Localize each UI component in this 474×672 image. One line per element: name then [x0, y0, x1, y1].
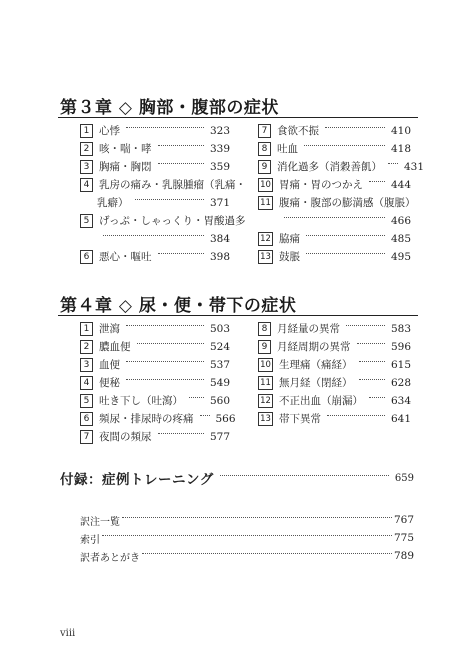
- entry-page: 596: [390, 340, 411, 353]
- entry-page: 503: [209, 322, 230, 335]
- entry-number: 3: [80, 358, 93, 372]
- entry-label: 胸痛・胸悶: [99, 161, 152, 173]
- entry-number: 3: [80, 160, 93, 174]
- entry-label: 不正出血（崩漏）: [279, 395, 363, 407]
- entry-page: 384: [209, 232, 230, 245]
- entry-label: 胃痛・胃のつかえ: [279, 179, 363, 191]
- leader-dots: [126, 127, 204, 128]
- entry-label: 食欲不振: [277, 125, 319, 137]
- leader-dots: [306, 253, 385, 254]
- entry-number: 13: [258, 412, 273, 426]
- back-matter-entry[interactable]: [80, 530, 414, 546]
- entry-number: 1: [80, 322, 93, 336]
- entry-page: 524: [209, 340, 230, 353]
- toc-entry[interactable]: [80, 410, 236, 427]
- toc-entry-continuation[interactable]: [278, 212, 411, 229]
- entry-label: 脇痛: [279, 233, 300, 245]
- leader-dots: [357, 343, 385, 344]
- entry-number: 5: [80, 394, 93, 408]
- toc-entry[interactable]: [258, 410, 411, 427]
- back-matter-page: 789: [393, 550, 414, 562]
- leader-dots: [306, 235, 385, 236]
- entry-page: 560: [209, 394, 230, 407]
- back-matter-label: 索引: [80, 534, 100, 546]
- entry-number: 9: [258, 160, 271, 174]
- toc-entry[interactable]: [80, 374, 230, 391]
- entry-number: 13: [258, 250, 273, 264]
- back-matter-page: 775: [393, 532, 414, 544]
- entry-number: 7: [80, 430, 93, 444]
- appendix-label: 付録：症例トレーニング: [60, 472, 214, 488]
- toc-entry[interactable]: [80, 338, 230, 355]
- entry-page: 339: [209, 142, 230, 155]
- entry-label: 夜間の頻尿: [99, 431, 152, 443]
- entry-page: 359: [209, 160, 230, 173]
- toc-entry[interactable]: [80, 176, 246, 193]
- entry-label: 頻尿・排尿時の疼痛: [99, 413, 194, 425]
- entry-number: 4: [80, 376, 93, 390]
- leader-dots: [220, 475, 389, 476]
- entry-label: 生理痛（痛経）: [279, 359, 353, 371]
- toc-entry[interactable]: [80, 320, 230, 337]
- chapter4-title: 第４章 ◇ 尿・便・帯下の症状: [60, 296, 297, 316]
- leader-dots: [189, 397, 204, 398]
- entry-label-continuation: 乳癖）: [97, 197, 129, 209]
- toc-entry[interactable]: [258, 158, 425, 175]
- entry-number: 10: [258, 178, 273, 192]
- entry-label: 咳・喘・哮: [99, 143, 152, 155]
- entry-page: 444: [390, 178, 411, 191]
- leader-dots: [369, 181, 385, 182]
- chapter3-title: 第３章 ◇ 胸部・腹部の症状: [60, 98, 279, 118]
- appendix-page: 659: [394, 472, 414, 484]
- entry-number: 10: [258, 358, 273, 372]
- toc-entry-continuation[interactable]: [97, 230, 230, 247]
- entry-number: 8: [258, 142, 271, 156]
- toc-entry[interactable]: [80, 392, 230, 409]
- toc-entry-continuation[interactable]: [97, 194, 230, 211]
- entry-page: 431: [404, 160, 425, 173]
- entry-page: 485: [390, 232, 411, 245]
- entry-label: 月経量の異常: [277, 323, 340, 335]
- leader-dots: [346, 325, 385, 326]
- entry-page: 641: [390, 412, 411, 425]
- toc-entry[interactable]: [258, 338, 411, 355]
- toc-entry[interactable]: [80, 158, 230, 175]
- leader-dots: [126, 379, 204, 380]
- toc-entry[interactable]: [258, 176, 411, 193]
- toc-entry[interactable]: [258, 230, 411, 247]
- entry-page: 566: [215, 412, 236, 425]
- back-matter-label: 訳注一覧: [80, 516, 120, 528]
- toc-entry[interactable]: [80, 428, 230, 445]
- leader-dots: [304, 145, 385, 146]
- entry-label: 鼓脹: [279, 251, 300, 263]
- entry-label: 無月経（閉経）: [279, 377, 353, 389]
- leader-dots: [135, 199, 204, 200]
- leader-dots: [327, 415, 385, 416]
- entry-number: 2: [80, 340, 93, 354]
- leader-dots: [142, 553, 392, 554]
- entry-page: 495: [390, 250, 411, 263]
- entry-page: 577: [209, 430, 230, 443]
- back-matter-label: 訳者あとがき: [80, 552, 140, 564]
- entry-label: 泄瀉: [99, 323, 120, 335]
- entry-number: 4: [80, 178, 93, 192]
- entry-page: 398: [209, 250, 230, 263]
- leader-dots: [103, 235, 204, 236]
- entry-number: 1: [80, 124, 93, 138]
- entry-number: 11: [258, 376, 273, 390]
- entry-page: 537: [209, 358, 230, 371]
- entry-label: 心悸: [99, 125, 120, 137]
- entry-number: 6: [80, 412, 93, 426]
- chapter4-rule: [58, 315, 418, 316]
- toc-entry[interactable]: [258, 356, 411, 373]
- entry-label: 月経周期の異常: [277, 341, 351, 353]
- back-matter-entry[interactable]: [80, 548, 414, 564]
- entry-number: 8: [258, 322, 271, 336]
- entry-label: げっぷ・しゃっくり・胃酸過多: [99, 215, 246, 227]
- leader-dots: [102, 535, 392, 536]
- entry-label: 帯下異常: [279, 413, 321, 425]
- entry-label: 消化過多（消穀善飢）: [277, 161, 382, 173]
- toc-entry[interactable]: [258, 122, 411, 139]
- toc-entry[interactable]: [258, 140, 411, 157]
- toc-entry[interactable]: [258, 392, 411, 409]
- leader-dots: [158, 163, 204, 164]
- back-matter-page: 767: [393, 514, 414, 526]
- appendix-entry[interactable]: [60, 467, 414, 489]
- entry-label: 乳房の痛み・乳腺腫瘤（乳痛・: [99, 179, 246, 191]
- leader-dots: [325, 127, 385, 128]
- leader-dots: [369, 397, 385, 398]
- entry-page: 549: [209, 376, 230, 389]
- toc-entry[interactable]: [258, 248, 411, 265]
- toc-entry[interactable]: [80, 356, 230, 373]
- leader-dots: [158, 253, 204, 254]
- toc-entry[interactable]: [80, 140, 230, 157]
- entry-label: 腹痛・腹部の膨満感（腹脹）: [279, 197, 416, 209]
- entry-page: 410: [390, 124, 411, 137]
- chapter3-rule: [58, 117, 418, 118]
- toc-entry[interactable]: [258, 194, 416, 211]
- entry-number: 6: [80, 250, 93, 264]
- toc-entry[interactable]: [258, 320, 411, 337]
- leader-dots: [359, 361, 385, 362]
- entry-page: 418: [390, 142, 411, 155]
- leader-dots: [126, 325, 204, 326]
- entry-label: 吐き下し（吐瀉）: [99, 395, 183, 407]
- leader-dots: [158, 145, 204, 146]
- leader-dots: [158, 433, 204, 434]
- entry-number: 5: [80, 214, 93, 228]
- page-number: viii: [60, 628, 76, 639]
- entry-number: 12: [258, 232, 273, 246]
- toc-entry[interactable]: [80, 212, 246, 229]
- entry-page: 583: [390, 322, 411, 335]
- entry-label: 悪心・嘔吐: [99, 251, 152, 263]
- entry-page: 615: [390, 358, 411, 371]
- leader-dots: [122, 517, 392, 518]
- toc-entry[interactable]: [258, 374, 411, 391]
- entry-number: 7: [258, 124, 271, 138]
- entry-number: 11: [258, 196, 273, 210]
- entry-page: 634: [390, 394, 411, 407]
- entry-label: 便秘: [99, 377, 120, 389]
- back-matter-entry[interactable]: [80, 512, 414, 528]
- leader-dots: [388, 163, 398, 164]
- entry-number: 12: [258, 394, 273, 408]
- toc-entry[interactable]: [80, 122, 230, 139]
- leader-dots: [359, 379, 385, 380]
- entry-page: 628: [390, 376, 411, 389]
- entry-page: 371: [209, 196, 230, 209]
- entry-page: 323: [209, 124, 230, 137]
- entry-label: 吐血: [277, 143, 298, 155]
- leader-dots: [126, 361, 204, 362]
- leader-dots: [284, 217, 385, 218]
- entry-label: 血便: [99, 359, 120, 371]
- leader-dots: [137, 343, 204, 344]
- entry-page: 466: [390, 214, 411, 227]
- entry-number: 2: [80, 142, 93, 156]
- entry-number: 9: [258, 340, 271, 354]
- toc-entry[interactable]: [80, 248, 230, 265]
- entry-label: 膿血便: [99, 341, 131, 353]
- leader-dots: [200, 415, 210, 416]
